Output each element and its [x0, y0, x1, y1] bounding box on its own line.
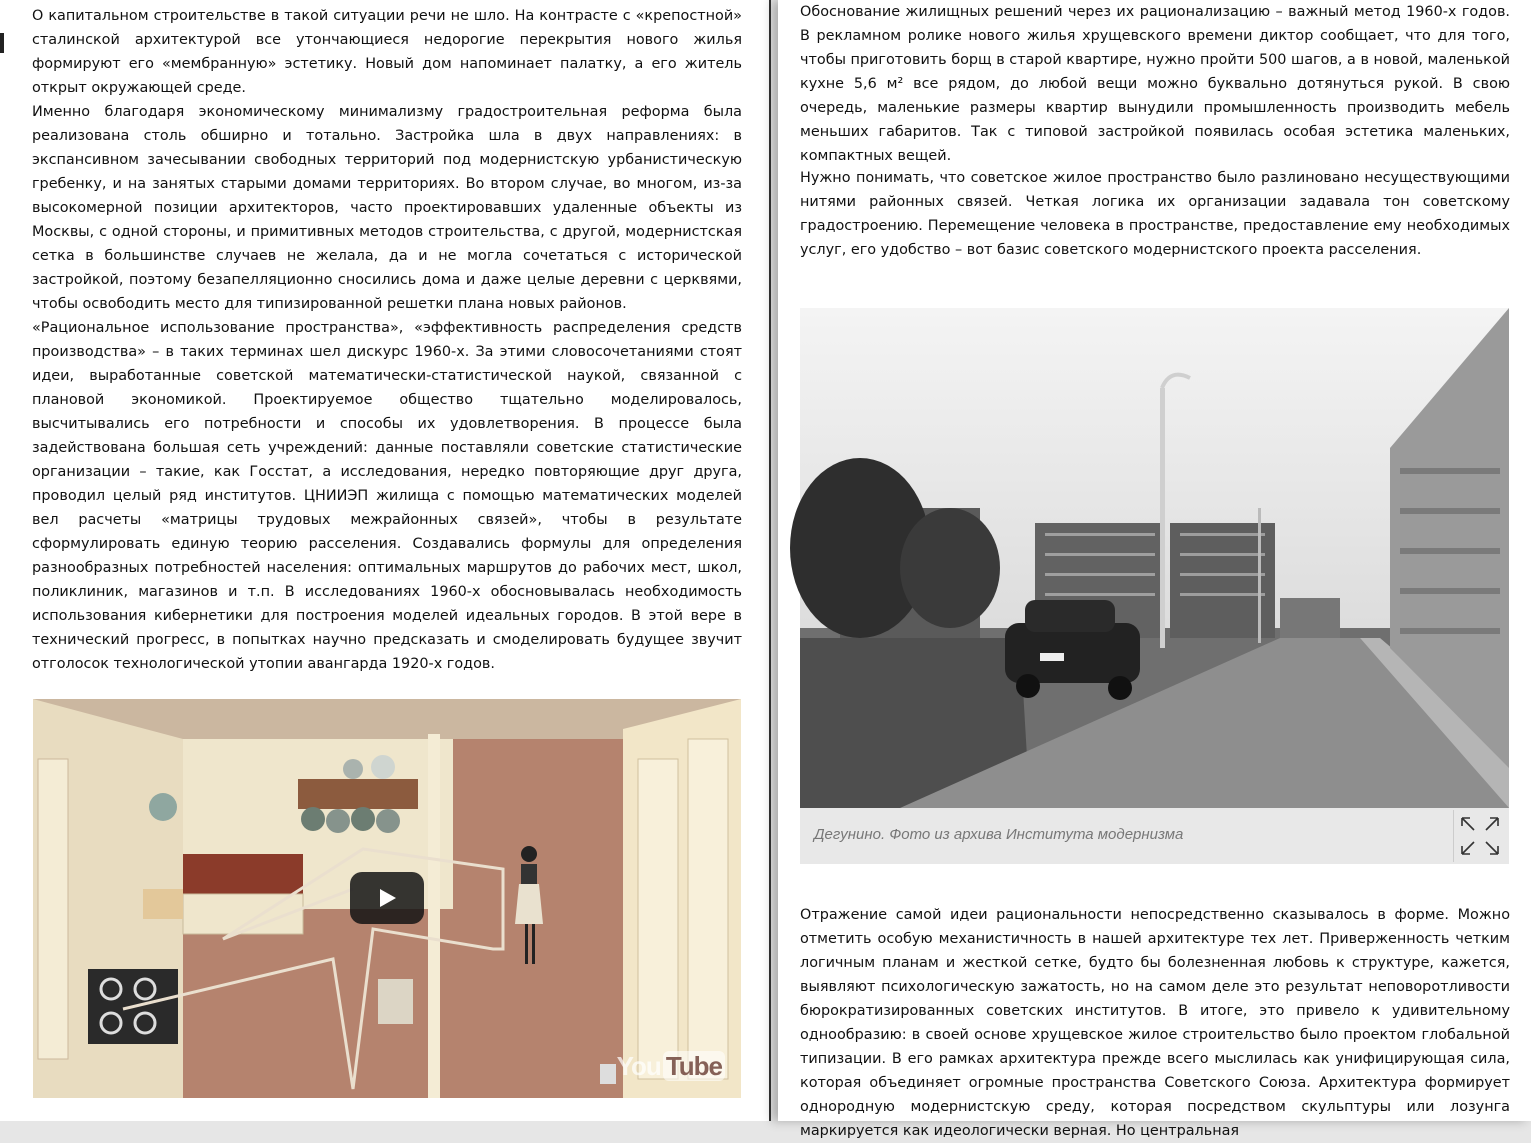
video-play-button[interactable] — [350, 872, 424, 924]
photo-caption-bar — [800, 808, 1509, 864]
play-icon — [350, 872, 424, 924]
paragraph-3: «Рациональное использование пространства», «эффективность распределения средств производства» – в таких терминах шел дискурс 1960-х. За этими словосочетаниями стоят идеи, выработанные советской математически-статистической наукой, связанной с плановой экономикой. Проектируемое общество тщательно моделировалось, высчитывались его потребности и способы их удовлетворения. В процессе была задействована большая сеть учреждений: данные поставляли советские статистические организации – такие, как Госстат, а исследования, нередко повторяющие друг друга, проводил целый ряд институтов. ЦНИИЭП жилища с помощью математических моделей вел расчеты «матрицы трудовых межрайонных связей», чтобы в результате сформулировать единую теорию расселения. Создавались формулы для определения разнообразных потребностей населения: оптимальных маршрутов до рабочих мест, школ, поликлиник, магазинов и т.п. В исследованиях 1960-х обосновывалась необходимость использования кибернетики для построения моделей идеальных городов. В этой вере в технический прогресс, в попытках научно предсказать и смоделировать будущее звучит отголосок технологической утопии авангарда 1920-х годов. — [32, 320, 742, 672]
paragraph-5: Нужно понимать, что советское жилое пространство было разлиновано несуществующими нитями районных связей. Четкая логика их организации задавала тон советскому градостроению. Перемещение человека в пространстве, предоставление ему необходимых услуг, его удобство – вот базис советского модернистского проекта расселения. — [800, 170, 1510, 258]
expand-icon — [1454, 810, 1506, 862]
expand-photo-button[interactable] — [1453, 810, 1505, 862]
street-photo — [800, 308, 1509, 808]
paragraph-6: Отражение самой идеи рациональности непосредственно сказывалось в форме. Можно отметить особую механистичность в нашей архитектуре тех лет. Приверженность четким логичным планам и жесткой сетке, будто бы болезненная любовь к структуре, кажется, выявляют психологическую зажатость, но на самом деле это результат неповоротливости бюрократизированных советских институтов. В итоге, это привело к удивительному однообразию: в своей основе хрущевское жилое строительство было проектом глобальной типизации. В его рамках архитектура прежде всего мыслилась как унифицирующая сила, которая объединяет огромные пространства Советского Союза. Архитектура формирует однородную модернистскую среду, которая посредством скульптуры или лозунга маркируется как идеологически верная. Но центральная — [800, 907, 1510, 1139]
left-page — [0, 0, 771, 1121]
paragraph-1: О капитальном строительстве в такой ситуации речи не шло. На контрасте с «крепостной» сталинской архитектурой все утончающиеся недорогие перекрытия нового жилья формируют его «мембранную» эстетику. Новый дом напоминает палатку, а его житель открыт окружающей среде. — [32, 8, 742, 96]
right-page — [778, 0, 1531, 1139]
youtube-logo[interactable]: You Tube — [617, 1051, 725, 1082]
video-embed[interactable] — [33, 699, 741, 1098]
page-edge-handle — [0, 33, 4, 53]
paragraph-4: Обоснование жилищных решений через их рационализацию – важный метод 1960-х годов. В рекламном ролике нового жилья хрущевского времени диктор сообщает, что для того, чтобы приготовить борщ в старой квартире, нужно пройти 500 шагов, а в новой, маленькой кухне 5,6 м² все рядом, до любой вещи можно буквально дотянуться рукой. В свою очередь, маленькие размеры квартир вынудили промышленность производить мебель меньших габаритов. Так с типовой застройкой появилась особая эстетика маленьких, компактных вещей. — [800, 4, 1510, 164]
paragraph-2: Именно благодаря экономическому минимализму градостроительная реформа была реализована столь обширно и тотально. Застройка шла в двух направлениях: в экспансивном зачесывании свободных территорий под модернистскую урбанистическую гребенку, и на занятых старыми домами территориях. Во втором случае, во многом, из-за высокомерной позиции архитекторов, часто проектировавших удаленные объекты из Москвы, с одной стороны, и примитивных методов строительства, с другой, модернистская сетка в большинстве случаев не желала, да и не могла сочетаться с исторической застройкой, поэтому безапелляционно сносились дома и даже целые деревни с церквями, чтобы освободить место для типизированной решетки плана новых районов. — [32, 104, 742, 312]
photo-caption: Дегунино. Фото из архива Института модернизма — [814, 826, 1184, 843]
